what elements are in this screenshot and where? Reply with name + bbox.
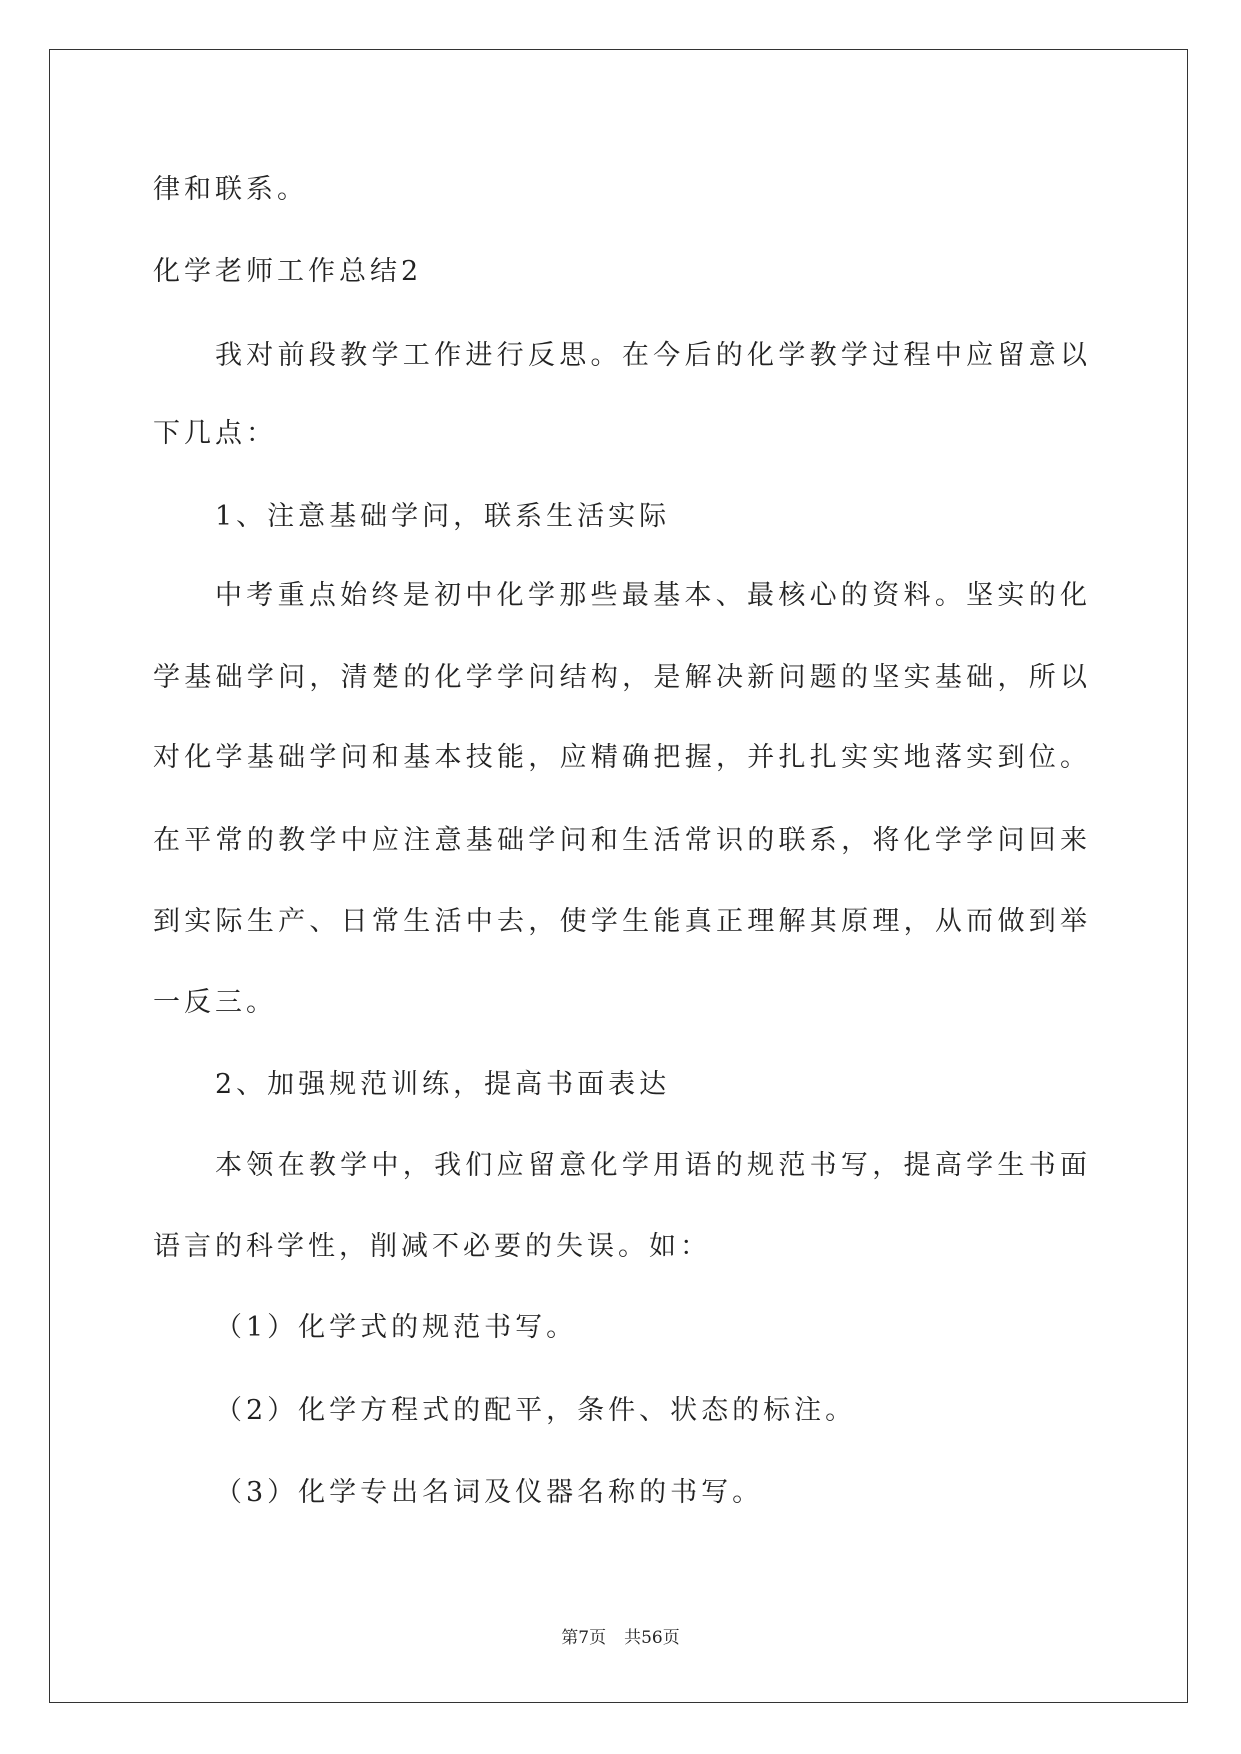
paragraph-line: 我对前段教学工作进行反思。在今后的化学教学过程中应留意以 (215, 340, 1087, 371)
subheading-line: 1、注意基础学问，联系生活实际 (215, 501, 671, 532)
paragraph-line: 对化学基础学问和基本技能，应精确把握，并扎扎实实地落实到位。 (153, 742, 1087, 773)
page-number: 第7页 (561, 1628, 607, 1648)
page-footer (0, 1626, 1241, 1650)
paragraph-line: 语言的科学性，削减不必要的失误。如： (153, 1231, 711, 1262)
paragraph-line: 在平常的教学中应注意基础学问和生活常识的联系，将化学学问回来 (153, 825, 1087, 856)
page-total: 共56页 (624, 1628, 680, 1648)
list-item: （1）化学式的规范书写。 (215, 1312, 578, 1343)
paragraph-line: 律和联系。 (153, 174, 308, 205)
paragraph-line: 一反三。 (153, 987, 277, 1018)
page-border (49, 49, 1188, 1703)
paragraph-line: 中考重点始终是初中化学那些最基本、最核心的资料。坚实的化 (215, 580, 1087, 611)
paragraph-line: 本领在教学中，我们应留意化学用语的规范书写，提高学生书面 (215, 1150, 1087, 1181)
list-item: （2）化学方程式的配平，条件、状态的标注。 (215, 1395, 857, 1426)
list-item: （3）化学专出名词及仪器名称的书写。 (215, 1477, 764, 1508)
paragraph-line: 到实际生产、日常生活中去，使学生能真正理解其原理，从而做到举 (153, 906, 1087, 937)
section-heading: 化学老师工作总结2 (153, 256, 423, 287)
subheading-line: 2、加强规范训练，提高书面表达 (215, 1069, 671, 1100)
paragraph-line: 学基础学问，清楚的化学学问结构，是解决新问题的坚实基础，所以 (153, 662, 1087, 693)
paragraph-line: 下几点： (153, 418, 277, 449)
